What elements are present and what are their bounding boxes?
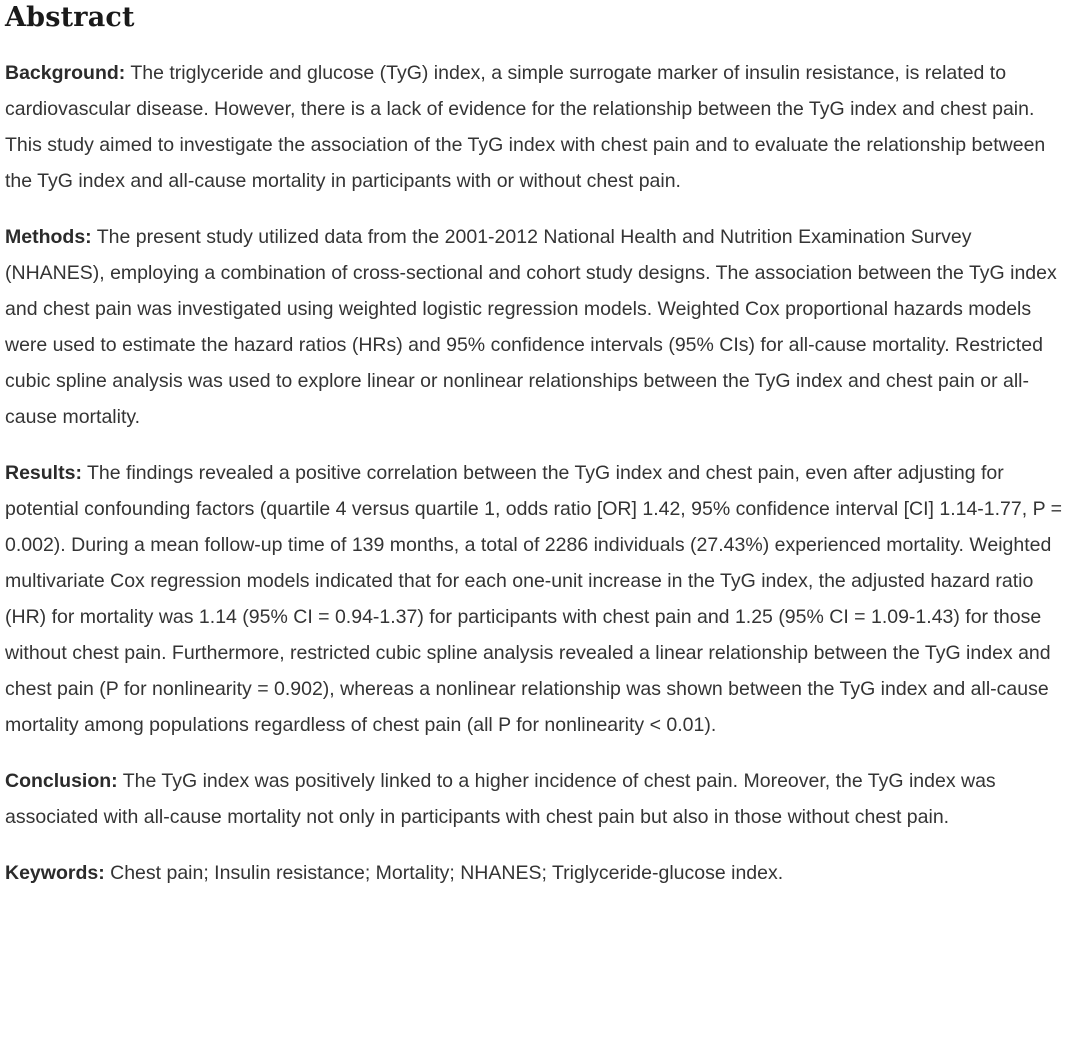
keywords-paragraph <box>5 855 1066 891</box>
conclusion-paragraph <box>5 763 1066 835</box>
keywords-text: Chest pain; Insulin resistance; Mortality; NHANES; Triglyceride-glucose index. <box>110 862 784 884</box>
results-paragraph <box>5 455 1066 743</box>
results-label: Results: <box>5 462 82 484</box>
methods-text: The present study utilized data from the 2001-2012 National Health and Nutrition Examination Survey (NHANES), employing a combination of cross-sectional and cohort study designs. The association between the TyG index and chest pain was investigated using weighted logistic regression models. Weighted Cox proportional hazards models were used to estimate the hazard ratios (HRs) and 95% confidence intervals (95% CIs) for all-cause mortality. Restricted cubic spline analysis was used to explore linear or nonlinear relationships between the TyG index and chest pain or all-cause mortality. <box>5 226 1057 428</box>
background-label: Background: <box>5 62 126 84</box>
background-paragraph <box>5 55 1066 199</box>
methods-label: Methods: <box>5 226 92 248</box>
methods-paragraph <box>5 219 1066 435</box>
background-text: The triglyceride and glucose (TyG) index, a simple surrogate marker of insulin resistance, is related to cardiovascular disease. However, there is a lack of evidence for the relationship between the TyG index and chest pain. This study aimed to investigate the association of the TyG index with chest pain and to evaluate the relationship between the TyG index and all-cause mortality in participants with or without chest pain. <box>5 62 1046 192</box>
conclusion-text: The TyG index was positively linked to a higher incidence of chest pain. Moreover, the TyG index was associated with all-cause mortality not only in participants with chest pain but also in those without chest pain. <box>5 770 996 828</box>
keywords-label: Keywords: <box>5 862 105 884</box>
results-text: The findings revealed a positive correlation between the TyG index and chest pain, even after adjusting for potential confounding factors (quartile 4 versus quartile 1, odds ratio [OR] 1.42, 95% confidence interval [CI] 1.14-1.77, P = 0.002). During a mean follow-up time of 139 months, a total of 2286 individuals (27.43%) experienced mortality. Weighted multivariate Cox regression models indicated that for each one-unit increase in the TyG index, the adjusted hazard ratio (HR) for mortality was 1.14 (95% CI = 0.94-1.37) for participants with chest pain and 1.25 (95% CI = 1.09-1.43) for those without chest pain. Furthermore, restricted cubic spline analysis revealed a linear relationship between the TyG index and chest pain (P for nonlinearity = 0.902), whereas a nonlinear relationship was shown between the TyG index and all-cause mortality among populations regardless of chest pain (all P for nonlinearity < 0.01). <box>5 462 1063 736</box>
conclusion-label: Conclusion: <box>5 770 118 792</box>
abstract-heading: Abstract <box>5 2 135 33</box>
